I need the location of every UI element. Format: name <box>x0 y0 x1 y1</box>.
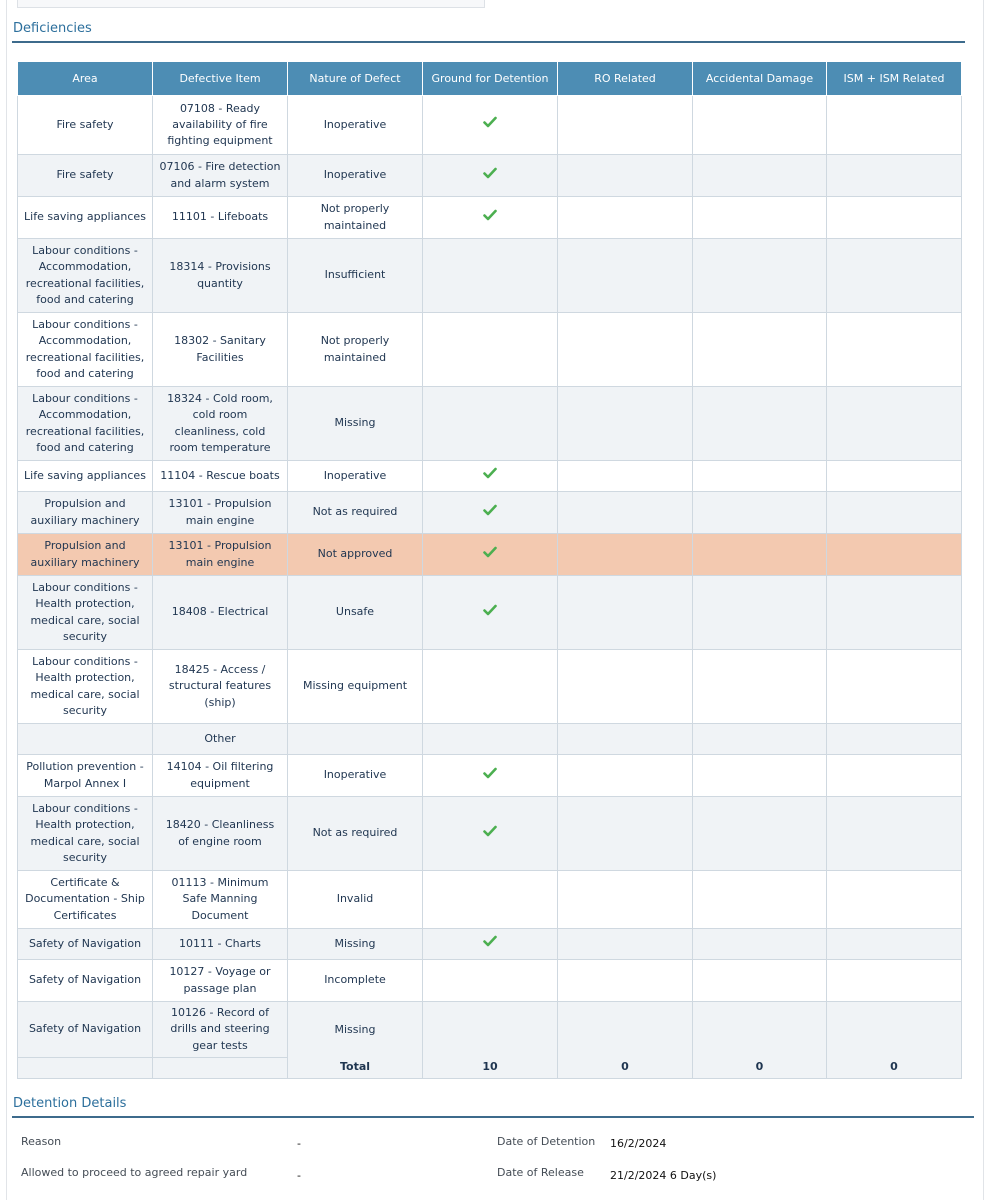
previous-section-box <box>17 0 485 8</box>
cell-area: Labour conditions - Accommodation, recreational facilities, food and catering <box>18 239 153 313</box>
cell-area: Pollution prevention - Marpol Annex I <box>18 755 153 797</box>
checkmark-icon <box>483 935 497 952</box>
cell-area: Labour conditions - Health protection, medical care, social security <box>18 650 153 724</box>
cell-accidental-damage <box>693 492 827 534</box>
cell-defective-item: 13101 - Propulsion main engine <box>153 492 288 534</box>
table-row[interactable] <box>18 197 962 239</box>
column-header-ro-related[interactable]: RO Related <box>558 62 693 96</box>
cell-defective-item: 18408 - Electrical <box>153 576 288 650</box>
cell-ground-for-detention <box>423 960 558 1002</box>
cell-area: Propulsion and auxiliary machinery <box>18 492 153 534</box>
date-of-release-label: Date of Release <box>497 1166 584 1179</box>
cell-ro-related <box>558 313 693 387</box>
cell-area: Safety of Navigation <box>18 929 153 960</box>
cell-ro-related <box>558 871 693 929</box>
cell-nature-of-defect: Unsafe <box>288 576 423 650</box>
cell-defective-item: 18324 - Cold room, cold room cleanliness, cold room temperature <box>153 387 288 461</box>
cell-defective-item: 07106 - Fire detection and alarm system <box>153 155 288 197</box>
cell-area: Fire safety <box>18 155 153 197</box>
cell-area: Propulsion and auxiliary machinery <box>18 534 153 576</box>
total-ground-for-detention: 10 <box>423 1057 558 1078</box>
cell-ro-related <box>558 534 693 576</box>
cell-defective-item: 10111 - Charts <box>153 929 288 960</box>
cell-accidental-damage <box>693 155 827 197</box>
cell-area: Labour conditions - Health protection, medical care, social security <box>18 797 153 871</box>
cell-ism-related <box>827 576 962 650</box>
cell-ground-for-detention <box>423 871 558 929</box>
cell-ism-related <box>827 871 962 929</box>
cell-accidental-damage <box>693 960 827 1002</box>
cell-ism-related <box>827 387 962 461</box>
table-row[interactable] <box>18 534 962 576</box>
cell-ro-related <box>558 797 693 871</box>
cell-nature-of-defect: Missing <box>288 929 423 960</box>
cell-defective-item: 11101 - Lifeboats <box>153 197 288 239</box>
cell-nature-of-defect: Missing <box>288 387 423 461</box>
checkmark-icon <box>483 167 497 184</box>
cell-nature-of-defect: Not as required <box>288 492 423 534</box>
cell-nature-of-defect: Inoperative <box>288 461 423 492</box>
cell-accidental-damage <box>693 755 827 797</box>
cell-accidental-damage <box>693 650 827 724</box>
cell-area <box>18 724 153 755</box>
column-header-area[interactable]: Area <box>18 62 153 96</box>
proceed-to-repair-yard-label: Allowed to proceed to agreed repair yard <box>21 1166 248 1179</box>
cell-ground-for-detention <box>423 387 558 461</box>
column-header-ground-for-detention[interactable]: Ground for Detention <box>423 62 558 96</box>
cell-defective-item: 07108 - Ready availability of fire fighting equipment <box>153 96 288 155</box>
cell-area: Labour conditions - Accommodation, recreational facilities, food and catering <box>18 313 153 387</box>
cell-ground-for-detention <box>423 197 558 239</box>
cell-ground-for-detention <box>423 797 558 871</box>
column-header-defective-item[interactable]: Defective Item <box>153 62 288 96</box>
cell-ro-related <box>558 387 693 461</box>
cell-ground-for-detention <box>423 576 558 650</box>
cell-ro-related <box>558 96 693 155</box>
total-label: Total <box>288 1057 423 1078</box>
cell-ro-related <box>558 197 693 239</box>
cell-accidental-damage <box>693 461 827 492</box>
cell-ground-for-detention <box>423 313 558 387</box>
cell-ism-related <box>827 534 962 576</box>
reason-value: - <box>297 1137 301 1150</box>
table-header-row <box>18 62 962 96</box>
column-header-ism-related[interactable]: ISM + ISM Related <box>827 62 962 96</box>
total-accidental-damage: 0 <box>693 1057 827 1078</box>
table-row[interactable] <box>18 755 962 797</box>
cell-ground-for-detention <box>423 534 558 576</box>
cell-ro-related <box>558 650 693 724</box>
cell-total-area-empty <box>18 1057 153 1078</box>
cell-nature-of-defect: Insufficient <box>288 239 423 313</box>
cell-accidental-damage <box>693 929 827 960</box>
cell-accidental-damage <box>693 197 827 239</box>
cell-ro-related <box>558 492 693 534</box>
table-row[interactable] <box>18 461 962 492</box>
cell-ground-for-detention <box>423 239 558 313</box>
checkmark-icon <box>483 825 497 842</box>
cell-ground-for-detention <box>423 1002 558 1058</box>
cell-nature-of-defect: Missing equipment <box>288 650 423 724</box>
cell-ism-related <box>827 492 962 534</box>
cell-ro-related <box>558 929 693 960</box>
cell-ism-related <box>827 155 962 197</box>
cell-ism-related <box>827 1002 962 1058</box>
cell-defective-item: 10126 - Record of drills and steering gear tests <box>153 1002 288 1058</box>
table-row[interactable] <box>18 1002 962 1058</box>
cell-ground-for-detention <box>423 650 558 724</box>
cell-ism-related <box>827 96 962 155</box>
table-row[interactable] <box>18 96 962 155</box>
checkmark-icon <box>483 467 497 484</box>
cell-ro-related <box>558 461 693 492</box>
total-ro-related: 0 <box>558 1057 693 1078</box>
cell-defective-item: 18420 - Cleanliness of engine room <box>153 797 288 871</box>
cell-area: Safety of Navigation <box>18 960 153 1002</box>
checkmark-icon <box>483 116 497 133</box>
cell-area: Labour conditions - Health protection, medical care, social security <box>18 576 153 650</box>
deficiencies-table-body <box>18 96 962 1079</box>
cell-ism-related <box>827 461 962 492</box>
table-row[interactable] <box>18 239 962 313</box>
cell-nature-of-defect: Inoperative <box>288 155 423 197</box>
cell-nature-of-defect: Not properly maintained <box>288 313 423 387</box>
checkmark-icon <box>483 546 497 563</box>
column-header-nature-of-defect[interactable]: Nature of Defect <box>288 62 423 96</box>
deficiencies-table <box>17 61 962 1079</box>
cell-ground-for-detention <box>423 755 558 797</box>
cell-accidental-damage <box>693 96 827 155</box>
table-row[interactable] <box>18 492 962 534</box>
table-row[interactable] <box>18 155 962 197</box>
cell-ro-related <box>558 155 693 197</box>
cell-accidental-damage <box>693 239 827 313</box>
total-ism-related: 0 <box>827 1057 962 1078</box>
cell-nature-of-defect: Not as required <box>288 797 423 871</box>
cell-area: Life saving appliances <box>18 197 153 239</box>
cell-defective-item: 11104 - Rescue boats <box>153 461 288 492</box>
reason-label: Reason <box>21 1135 62 1148</box>
date-of-release-value: 21/2/2024 6 Day(s) <box>610 1169 717 1182</box>
cell-defective-item: Other <box>153 724 288 755</box>
cell-accidental-damage <box>693 871 827 929</box>
cell-defective-item: 18425 - Access / structural features (ship) <box>153 650 288 724</box>
cell-nature-of-defect: Not approved <box>288 534 423 576</box>
cell-ism-related <box>827 960 962 1002</box>
cell-area: Fire safety <box>18 96 153 155</box>
cell-nature-of-defect: Not properly maintained <box>288 197 423 239</box>
cell-ro-related <box>558 724 693 755</box>
cell-ro-related <box>558 960 693 1002</box>
checkmark-icon <box>483 209 497 226</box>
table-row[interactable] <box>18 929 962 960</box>
cell-accidental-damage <box>693 534 827 576</box>
cell-accidental-damage <box>693 1002 827 1058</box>
table-row[interactable] <box>18 387 962 461</box>
cell-nature-of-defect: Inoperative <box>288 96 423 155</box>
cell-ground-for-detention <box>423 929 558 960</box>
table-row[interactable] <box>18 797 962 871</box>
cell-accidental-damage <box>693 313 827 387</box>
checkmark-icon <box>483 504 497 521</box>
cell-ism-related <box>827 197 962 239</box>
cell-ism-related <box>827 313 962 387</box>
cell-ism-related <box>827 724 962 755</box>
cell-nature-of-defect: Inoperative <box>288 755 423 797</box>
detention-details-divider <box>12 1116 974 1118</box>
date-of-detention-value: 16/2/2024 <box>610 1137 667 1150</box>
cell-ro-related <box>558 755 693 797</box>
cell-ro-related <box>558 576 693 650</box>
cell-ro-related <box>558 1002 693 1058</box>
cell-defective-item: 01113 - Minimum Safe Manning Document <box>153 871 288 929</box>
total-row <box>18 1057 962 1078</box>
cell-area: Life saving appliances <box>18 461 153 492</box>
cell-defective-item: 10127 - Voyage or passage plan <box>153 960 288 1002</box>
cell-ism-related <box>827 929 962 960</box>
cell-accidental-damage <box>693 576 827 650</box>
cell-accidental-damage <box>693 387 827 461</box>
cell-accidental-damage <box>693 724 827 755</box>
table-row[interactable] <box>18 576 962 650</box>
cell-defective-item: 13101 - Propulsion main engine <box>153 534 288 576</box>
deficiencies-divider <box>12 41 965 43</box>
checkmark-icon <box>483 604 497 621</box>
proceed-to-repair-yard-value: - <box>297 1169 301 1182</box>
detention-details-title: Detention Details <box>13 1096 127 1111</box>
cell-nature-of-defect: Incomplete <box>288 960 423 1002</box>
cell-total-item-empty <box>153 1057 288 1078</box>
cell-ground-for-detention <box>423 96 558 155</box>
table-row[interactable] <box>18 960 962 1002</box>
cell-area: Safety of Navigation <box>18 1002 153 1058</box>
cell-ism-related <box>827 650 962 724</box>
date-of-detention-label: Date of Detention <box>497 1135 596 1148</box>
cell-nature-of-defect: Missing <box>288 1002 423 1058</box>
cell-nature-of-defect <box>288 724 423 755</box>
cell-defective-item: 18314 - Provisions quantity <box>153 239 288 313</box>
cell-area: Labour conditions - Accommodation, recreational facilities, food and catering <box>18 387 153 461</box>
cell-area: Certificate & Documentation - Ship Certificates <box>18 871 153 929</box>
cell-ro-related <box>558 239 693 313</box>
cell-ism-related <box>827 239 962 313</box>
cell-ground-for-detention <box>423 724 558 755</box>
cell-ism-related <box>827 797 962 871</box>
table-row[interactable] <box>18 724 962 755</box>
cell-ground-for-detention <box>423 155 558 197</box>
deficiencies-title: Deficiencies <box>13 21 92 36</box>
cell-ground-for-detention <box>423 492 558 534</box>
cell-defective-item: 18302 - Sanitary Facilities <box>153 313 288 387</box>
cell-ground-for-detention <box>423 461 558 492</box>
cell-defective-item: 14104 - Oil filtering equipment <box>153 755 288 797</box>
column-header-accidental-damage[interactable]: Accidental Damage <box>693 62 827 96</box>
checkmark-icon <box>483 767 497 784</box>
cell-ism-related <box>827 755 962 797</box>
table-row[interactable] <box>18 313 962 387</box>
table-row[interactable] <box>18 871 962 929</box>
cell-accidental-damage <box>693 797 827 871</box>
cell-nature-of-defect: Invalid <box>288 871 423 929</box>
table-row[interactable] <box>18 650 962 724</box>
